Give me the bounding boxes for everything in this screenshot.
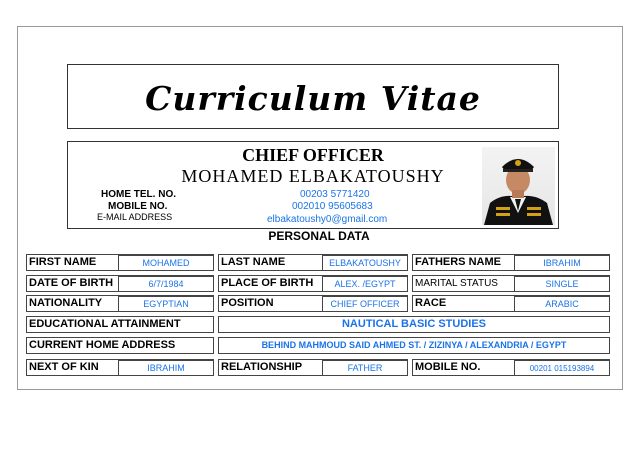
date-of-birth-value: 6/7/1984 bbox=[118, 276, 214, 292]
place-of-birth-value: ALEX. /EGYPT bbox=[322, 276, 408, 292]
date-of-birth-label: DATE OF BIRTH bbox=[26, 275, 214, 292]
title-box bbox=[67, 64, 559, 129]
rank-title: CHIEF OFFICER bbox=[242, 145, 384, 165]
document-title: Curriculum Vitae bbox=[145, 79, 481, 118]
current-home-address-label: CURRENT HOME ADDRESS bbox=[26, 337, 214, 354]
race-label: RACE bbox=[412, 295, 610, 312]
fathers-name-label: FATHERS NAME bbox=[412, 254, 610, 271]
profile-box bbox=[67, 141, 559, 229]
home-tel-value: 00203 5771420 bbox=[300, 189, 370, 200]
position-label: POSITION bbox=[218, 295, 408, 312]
place-of-birth-label: PLACE OF BIRTH bbox=[218, 275, 408, 292]
full-name: MOHAMED ELBAKATOUSHY bbox=[181, 166, 445, 186]
section-title: PERSONAL DATA bbox=[268, 229, 370, 243]
profile-photo bbox=[482, 147, 555, 225]
email-label: E-MAIL ADDRESS bbox=[97, 212, 173, 222]
email-link[interactable]: elbakatoushy0@gmail.com bbox=[267, 214, 388, 225]
kin-mobile-value: 00201 015193894 bbox=[514, 360, 610, 376]
position-value: CHIEF OFFICER bbox=[322, 296, 408, 312]
officer-portrait-icon bbox=[482, 147, 555, 225]
relationship-value: FATHER bbox=[322, 360, 408, 376]
home-tel-label: HOME TEL. NO. bbox=[101, 189, 176, 200]
fathers-name-value: IBRAHIM bbox=[514, 255, 610, 271]
mobile-value: 002010 95605683 bbox=[292, 201, 373, 212]
educational-attainment-label: EDUCATIONAL ATTAINMENT bbox=[26, 316, 214, 333]
mobile-label: MOBILE NO. bbox=[108, 201, 168, 212]
kin-mobile-label: MOBILE NO. bbox=[412, 359, 610, 376]
last-name-label: LAST NAME bbox=[218, 254, 408, 271]
race-value: ARABIC bbox=[514, 296, 610, 312]
relationship-label: RELATIONSHIP bbox=[218, 359, 408, 376]
next-of-kin-value: IBRAHIM bbox=[118, 360, 214, 376]
nationality-value: EGYPTIAN bbox=[118, 296, 214, 312]
current-home-address-value: BEHIND MAHMOUD SAID AHMED ST. / ZIZINYA / ALEXANDRIA / EGYPT bbox=[218, 337, 610, 354]
marital-status-value: SINGLE bbox=[514, 276, 610, 292]
last-name-value: ELBAKATOUSHY bbox=[322, 255, 408, 271]
first-name-value: MOHAMED bbox=[118, 255, 214, 271]
next-of-kin-label: NEXT OF KIN bbox=[26, 359, 214, 376]
marital-status-label: MARITAL STATUS bbox=[412, 275, 610, 292]
educational-attainment-value: NAUTICAL BASIC STUDIES bbox=[218, 316, 610, 333]
first-name-label: FIRST NAME bbox=[26, 254, 214, 271]
nationality-label: NATIONALITY bbox=[26, 295, 214, 312]
